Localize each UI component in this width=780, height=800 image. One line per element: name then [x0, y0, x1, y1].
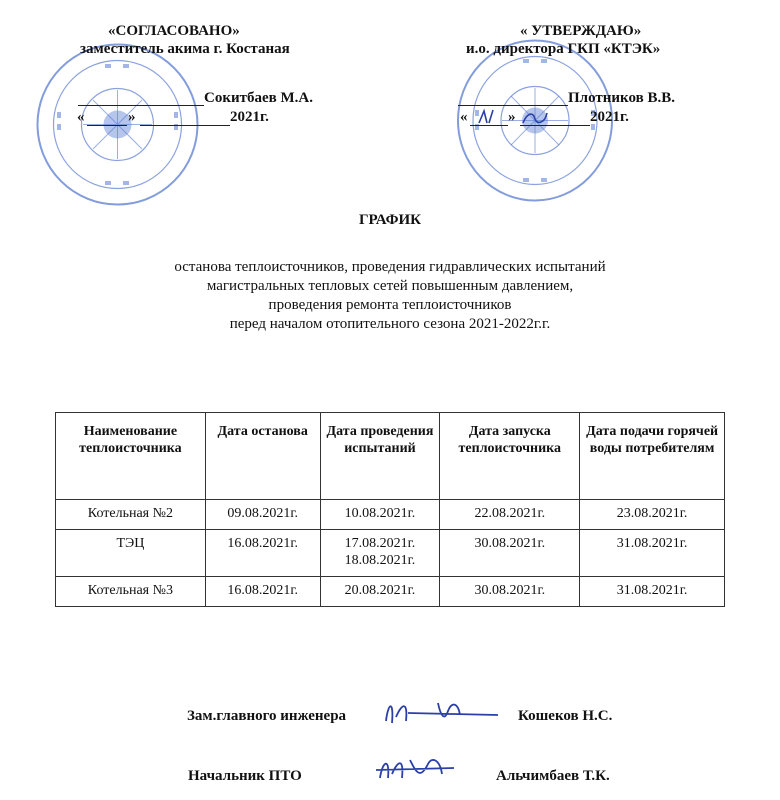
- column-header-test-date: Дата проведения испытаний: [320, 413, 440, 500]
- right-approval-name: Плотников В.В.: [568, 90, 675, 106]
- handwritten-signature-2: [370, 748, 460, 788]
- table-cell: 20.08.2021г.: [320, 577, 440, 607]
- left-date-month-line: [140, 125, 230, 126]
- table-cell: 30.08.2021г.: [440, 530, 580, 577]
- signature-name-1: Кошеков Н.С.: [518, 708, 613, 724]
- table-cell: 16.08.2021г.: [205, 530, 320, 577]
- document-subtitle-line-2: магистральных тепловых сетей повышенным давлением,: [206, 278, 574, 294]
- left-date-close-quote: »: [128, 109, 136, 125]
- table-cell: Котельная №2: [56, 500, 206, 530]
- column-header-hot-water-date: Дата подачи горячей воды потребителям: [580, 413, 725, 500]
- table-cell: 22.08.2021г.: [440, 500, 580, 530]
- left-approval-year: 2021г.: [230, 109, 269, 125]
- column-header-source-name: Наименование теплоисточника: [56, 413, 206, 500]
- schedule-table: [55, 412, 725, 607]
- table-cell: 23.08.2021г.: [580, 500, 725, 530]
- table-cell: 16.08.2021г.: [205, 577, 320, 607]
- table-cell: Котельная №3: [56, 577, 206, 607]
- right-date-open-quote: «: [460, 109, 468, 125]
- document-subtitle-line-3: проведения ремонта теплоисточников: [268, 297, 512, 313]
- column-header-shutdown-date: Дата останова: [205, 413, 320, 500]
- left-date-day-line: [87, 125, 127, 126]
- table-row: [56, 500, 725, 530]
- table-cell: 10.08.2021г.: [320, 500, 440, 530]
- table-cell: 31.08.2021г.: [580, 577, 725, 607]
- handwritten-signature-1: [378, 693, 503, 731]
- table-cell: 17.08.2021г. 18.08.2021г.: [320, 530, 440, 577]
- handwritten-date-mark: [475, 105, 565, 129]
- left-approval-heading: «СОГЛАСОВАНО»: [108, 23, 240, 39]
- table-cell: ТЭЦ: [56, 530, 206, 577]
- table-cell: 31.08.2021г.: [580, 530, 725, 577]
- table-row: [56, 530, 725, 577]
- signature-position-1: Зам.главного инженера: [187, 708, 347, 724]
- left-signature-line: [78, 105, 204, 106]
- table-cell: 30.08.2021г.: [440, 577, 580, 607]
- signature-name-2: Альчимбаев Т.К.: [496, 768, 610, 784]
- document-subtitle-line-1: останова теплоисточников, проведения гидравлических испытаний: [174, 259, 606, 275]
- right-approval-heading: « УТВЕРЖДАЮ»: [520, 23, 642, 39]
- document-subtitle-line-4: перед началом отопительного сезона 2021-2022г.г.: [229, 316, 551, 332]
- signature-position-2: Начальник ПТО: [188, 768, 302, 784]
- left-date-open-quote: «: [77, 109, 85, 125]
- right-approval-year: 2021г.: [590, 109, 629, 125]
- right-date-close-quote: »: [508, 109, 516, 125]
- left-approval-position: заместитель акима г. Костаная: [80, 41, 290, 57]
- table-row: [56, 577, 725, 607]
- table-cell: 09.08.2021г.: [205, 500, 320, 530]
- column-header-startup-date: Дата запуска теплоисточника: [440, 413, 580, 500]
- right-approval-position: и.о. директора ГКП «КТЭК»: [466, 41, 661, 57]
- table-header-row: [56, 413, 725, 500]
- document-title: ГРАФИК: [358, 212, 422, 228]
- left-approval-name: Сокитбаев М.А.: [204, 90, 313, 106]
